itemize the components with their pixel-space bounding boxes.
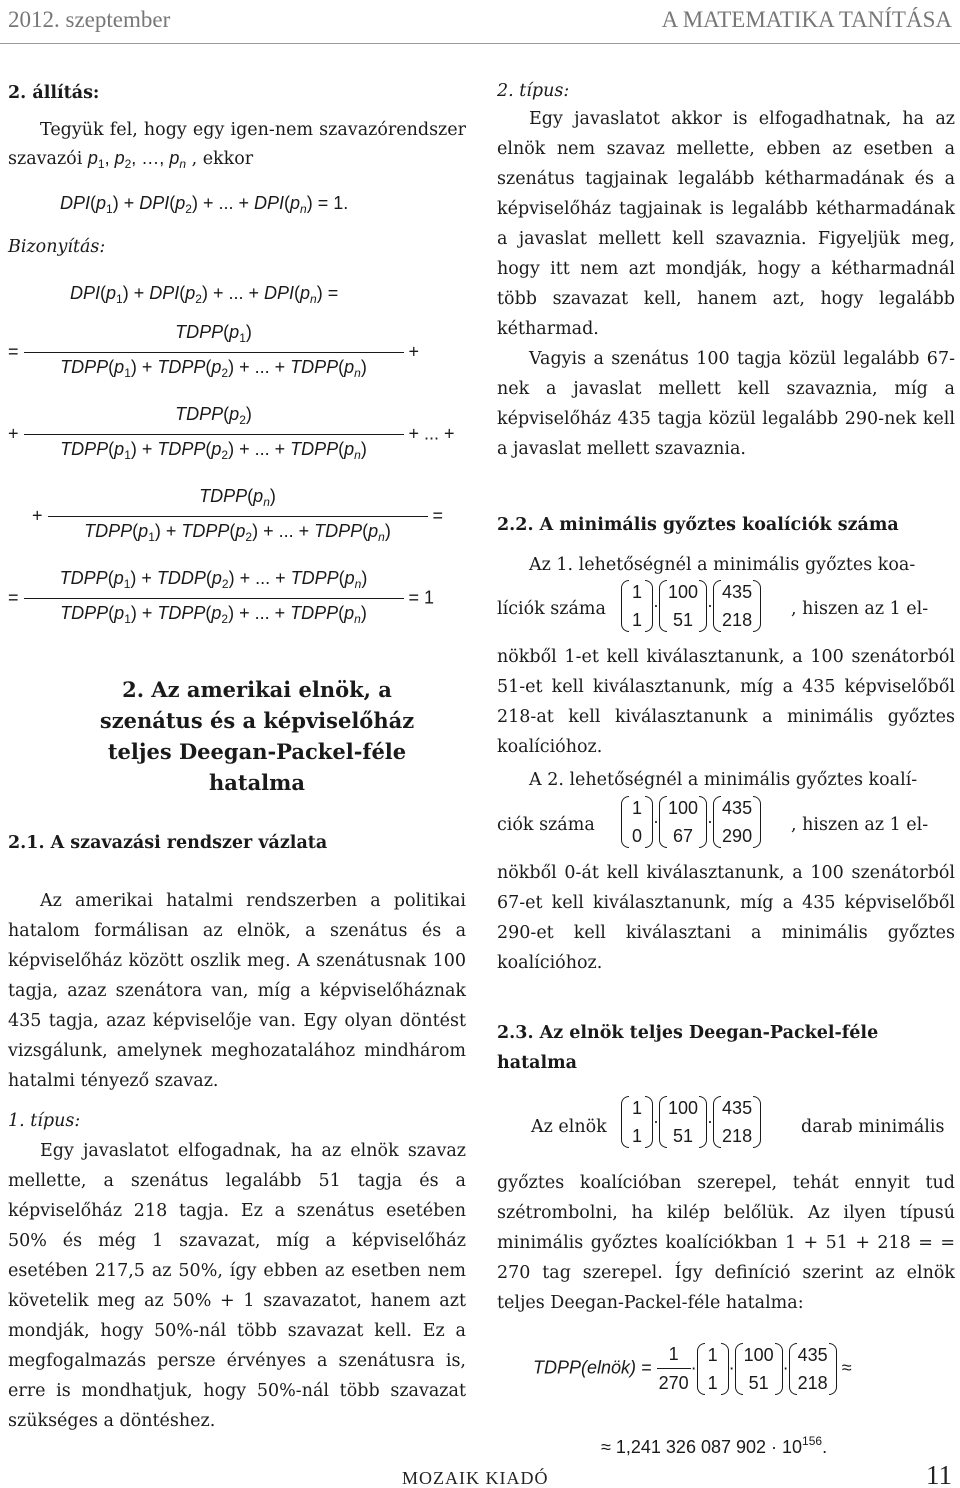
option-2-binomials: 1 0 · 100 67 · 435 290 xyxy=(621,794,761,850)
type1-label: 1. típus: xyxy=(8,1111,81,1131)
page-number: 11 xyxy=(926,1460,952,1488)
subsection-2-3-title: 2.3. Az elnök teljes Deegan-Packel-féle hatalma xyxy=(497,1023,879,1073)
tdpp-label: TDPP(elnök) = xyxy=(533,1357,652,1378)
type2-text: Egy javaslatot akkor is elfogadhatnak, ha az elnök nem szavaz mellette, ebben az esetben a szenátus tagjainak legalább kétharmadának és a képviselőház tagjainak is legalább kétharmadának a javaslat mellett kell szavaznia. Figyeljük meg, hogy itt nem azt mondják, hogy a kétharmadnál több szavazat kell, hanem azt, hogy legalább kétharmad. xyxy=(497,109,955,339)
proof-label: Bizonyítás: xyxy=(8,237,106,257)
option-1-binomials: 1 1 · 100 51 · 435 218 xyxy=(621,578,761,634)
option-2-formula-line xyxy=(497,794,955,858)
result-value: ≈ 1,241 326 087 902 · 10 xyxy=(601,1437,803,1457)
result-line xyxy=(601,1426,955,1462)
left-column xyxy=(8,78,466,1436)
option-2-intro: A 2. lehetőségnél a minimális győztes koalí- xyxy=(529,770,918,790)
option-2-lead: ciók száma xyxy=(497,815,595,835)
page-footer xyxy=(0,1460,960,1488)
right-column xyxy=(497,78,955,1462)
option-1-formula-line xyxy=(497,578,955,642)
section-title: 2. Az amerikai elnök, a szenátus és a képviselőház teljes Deegan-Packel-féle hatalma xyxy=(99,677,415,795)
proof-line-2: = $\frac{TDPP(p_1)}{TDPP(p_1) + TDPP(p_2) + ... + TDPP(p_n)}$ + xyxy=(8,318,466,400)
option-1-lead: líciók száma xyxy=(497,599,606,619)
option-1-text: nökből 1-et kell kiválasztanunk, a 100 szenátorból 51-et kell kiválasztanunk, míg a 435 képviselőből 218-at kell kiválasztanunk a minimális győztes koalícióhoz. xyxy=(497,647,955,757)
president-text: győztes koalícióban szerepel, tehát ennyit tud szétrombolni, ha kilép belőlük. Az ilyen típusú minimális győztes koalíciókban 1 + 51 + 218 = = 270 tag szerepel. Így definíció szerint az elnök teljes Deegan-Packel-féle hatalma: xyxy=(497,1173,955,1313)
president-tail: darab minimális xyxy=(801,1117,945,1137)
president-formula-line xyxy=(497,1092,955,1164)
president-binomials: 1 1 · 100 51 · 435 218 xyxy=(621,1094,761,1150)
result-end: . xyxy=(822,1437,828,1457)
proof-line-5: = $\frac{TDPP(p_1) + TDDP(p_2) + ... + TDPP(p_n)}{TDPP(p_1) + TDPP(p_2) + ... + TDPP(p_n)}$ = 1 xyxy=(8,564,466,660)
claim-title: 2. állítás: xyxy=(8,83,100,103)
result-exponent: 156 xyxy=(802,1434,823,1448)
type2-label: 2. típus: xyxy=(497,81,570,101)
president-lead: Az elnök xyxy=(531,1117,607,1137)
claim-text: Tegyük fel, hogy egy igen-nem szavazórendszer szavazói $p_1$, $p_2$, …, $p_n$ , ekkor xyxy=(8,120,466,171)
header-date: 2012. szeptember xyxy=(8,7,171,32)
tdpp-formula: TDPP(elnök) = $\frac{1}{270}$ · 1 1 · 100 51 · 435 218 ≈ xyxy=(533,1340,955,1410)
intro-text: Az amerikai hatalmi rendszerben a politikai hatalom formálisan az elnök, a szenátus és a képviselőház között oszlik meg. A szenátusnak 100 tagja, azaz szenátora van, míg a képviselőháznak 435 tagja, azaz képviselője van. Egy olyan döntést vizsgálunk, amelynek meghozatalához mindhárom hatalmi tényező szavaz. xyxy=(8,891,466,1091)
subsection-2-2-title: 2.2. A minimális győztes koalíciók száma xyxy=(497,515,899,535)
option-2-tail: , hiszen az 1 el- xyxy=(791,815,929,835)
proof-line-3: + $\frac{TDPP(p_2)}{TDPP(p_1) + TDPP(p_2) + ... + TDPP(p_n)}$ + ... + xyxy=(8,400,466,482)
type2-text-2: Vagyis a szenátus 100 tagja közül legalább 67-nek a javaslat mellett kell szavaznia, míg a képviselőház 435 tagja közül legalább 290-nek kell a javaslat mellett szavaznia. xyxy=(497,349,955,459)
proof-line-1: $DPI(p_1) + DPI(p_2)$ + ... + $DPI(p_n)$ = xyxy=(70,283,339,306)
option-1-tail: , hiszen az 1 el- xyxy=(791,599,929,619)
subsection-title: 2.1. A szavazási rendszer vázlata xyxy=(8,833,328,853)
page-header xyxy=(0,0,960,44)
type1-text: Egy javaslatot elfogadnak, ha az elnök szavaz mellette, a szenátus legalább 51 tagja és a képviselőház 218 tagja. Ez a szenátus esetében 50% és még 1 szavazat, míg a képviselőház esetében 217,5 az 50%, így ebben az esetben nem követelik meg az 50% + 1 szavazatot, hanem azt mondják, hogy 50%-nál több szavazat kell. Ez a megfogalmazás persze érvényes a szenátusra is, erre is mondhatjuk, hogy 50%-nál több szavazat szükséges a döntéshez. xyxy=(8,1141,466,1431)
option-1-intro: Az 1. lehetőségnél a minimális győztes koa- xyxy=(529,555,916,575)
header-journal: A MATEMATIKA TANÍTÁSA xyxy=(661,7,952,32)
publisher-name: MOZAIK KIADÓ xyxy=(402,1468,549,1488)
claim-formula: $DPI(p_1) + DPI(p_2)$ + ... + $DPI(p_n) = 1$. xyxy=(60,193,349,216)
proof-line-4: + $\frac{TDPP(p_n)}{TDPP(p_1) + TDPP(p_2) + ... + TDPP(p_n)}$ = xyxy=(32,482,466,564)
option-2-text: nökből 0-át kell kiválasztanunk, a 100 szenátorból 67-et kell kiválasztanunk, míg a 435 képviselőből 290-et kell kiválasztani a minimális győztes koalícióhoz. xyxy=(497,863,955,973)
